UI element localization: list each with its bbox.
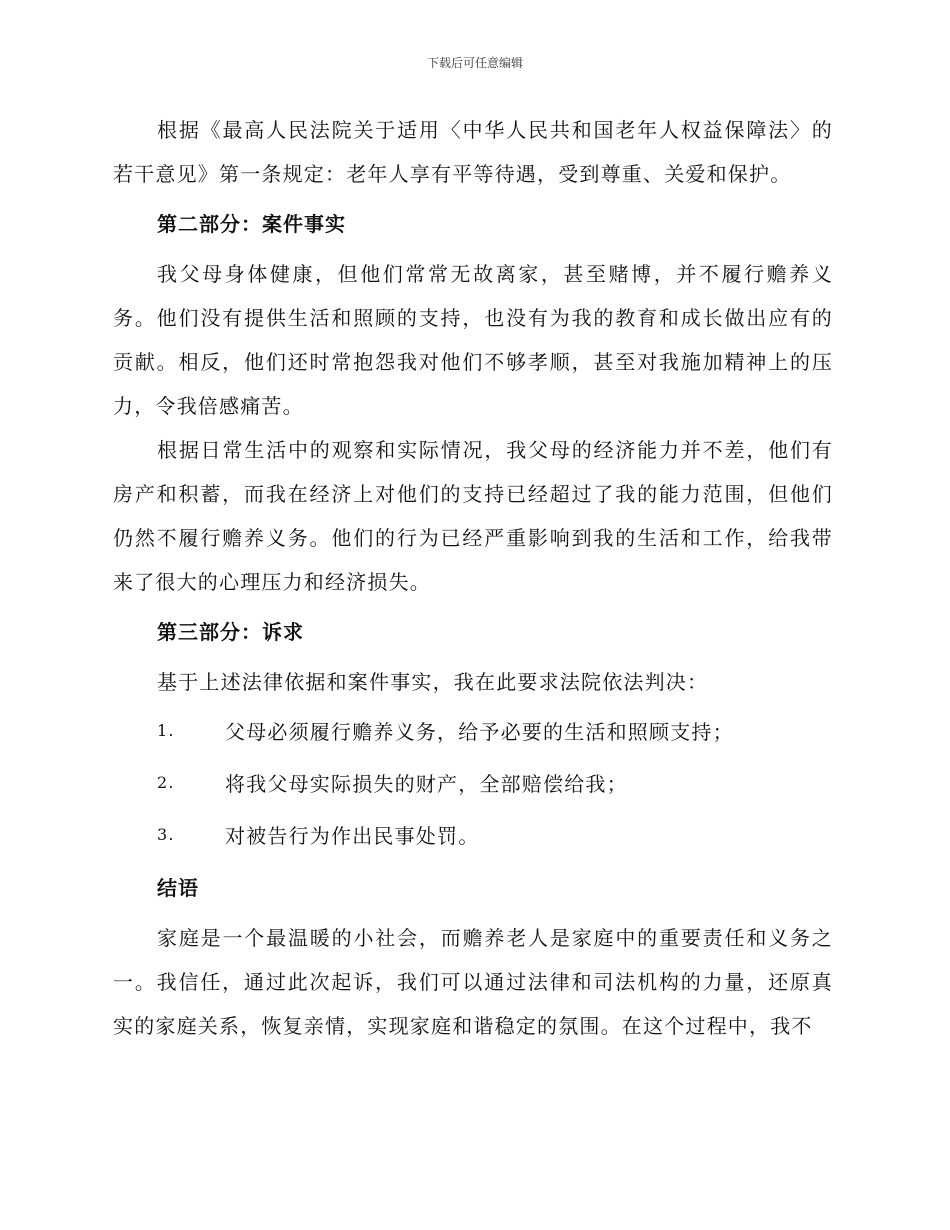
list-item bbox=[113, 704, 833, 756]
claims-intro: 基于上述法律依据和案件事实，我在此要求法院依法判决： bbox=[157, 670, 709, 694]
list-item-number: 3. bbox=[157, 824, 175, 844]
list-item-text: 父母必须履行赡养义务，给予必要的生活和照顾支持； bbox=[225, 719, 734, 744]
conclusion-heading: 结语 bbox=[157, 876, 199, 900]
legal-basis-paragraph: 根据《最高人民法院关于适用〈中华人民共和国老年人权益保障法〉的若干意见》第一条规定：老年人享有平等待遇，受到尊重、关爱和保护。 bbox=[113, 118, 833, 186]
list-item-number: 1. bbox=[157, 720, 175, 740]
document-body bbox=[113, 108, 833, 1048]
facts-paragraph-1: 我父母身体健康，但他们常常无故离家，甚至赌博，并不履行赡养义务。他们没有提供生活和照顾的支持，也没有为我的教育和成长做出应有的贡献。相反，他们还时常抱怨我对他们不够孝顺，甚至对我施加精神上的压力，令我倍感痛苦。 bbox=[113, 262, 833, 418]
list-item bbox=[113, 808, 833, 860]
page-header: 下载后可任意编辑 bbox=[426, 56, 523, 70]
claims-list bbox=[113, 704, 833, 860]
facts-heading: 第二部分：案件事实 bbox=[157, 212, 346, 236]
conclusion-paragraph: 家庭是一个最温暖的小社会，而赡养老人是家庭中的重要责任和义务之一。我信任，通过此次起诉，我们可以通过法律和司法机构的力量，还原真实的家庭关系，恢复亲情，实现家庭和谐稳定的氛围。在这个过程中，我不 bbox=[113, 926, 833, 1038]
list-item-number: 2. bbox=[157, 772, 175, 792]
list-item bbox=[113, 756, 833, 808]
facts-paragraph-2: 根据日常生活中的观察和实际情况，我父母的经济能力并不差，他们有房产和积蓄，而我在经济上对他们的支持已经超过了我的能力范围，但他们仍然不履行赡养义务。他们的行为已经严重影响到我的生活和工作，给我带来了很大的心理压力和经济损失。 bbox=[113, 438, 833, 594]
list-item-text: 对被告行为作出民事处罚。 bbox=[225, 823, 480, 848]
list-item-text: 将我父母实际损失的财产，全部赔偿给我； bbox=[225, 771, 628, 796]
claims-heading: 第三部分：诉求 bbox=[157, 620, 304, 644]
